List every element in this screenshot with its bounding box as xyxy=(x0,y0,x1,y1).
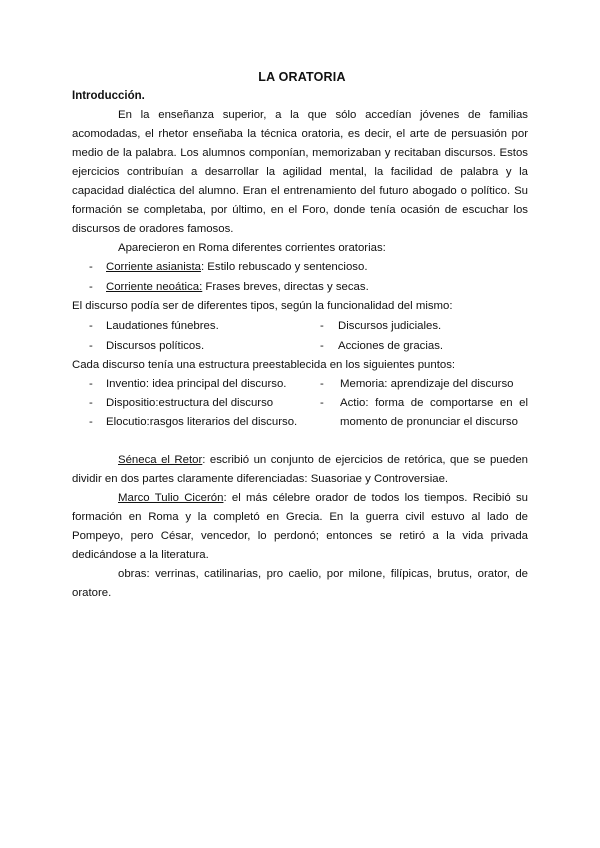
currents-intro: Aparecieron en Roma diferentes corrientes oratorias: xyxy=(118,242,386,254)
type-label: Discursos políticos. xyxy=(106,340,205,352)
list-item xyxy=(72,278,528,298)
author-text: : el más célebre orador de todos los tiempos. Recibió su formación en Roma y la completó en Grecia. En la guerra civil estuvo al lado de Pompeyo, pero César, vencedor, lo perdonó; entonces se retiró a la vida privada dedicándose a la literatura. xyxy=(72,492,528,561)
list-item xyxy=(72,336,318,356)
currents-list xyxy=(72,258,528,297)
type-label: Acciones de gracias. xyxy=(338,340,444,352)
list-item xyxy=(72,316,318,336)
bullet-dash: - xyxy=(89,397,93,409)
part-label: Elocutio:rasgos literarios del discurso. xyxy=(106,416,298,428)
bullet-dash: - xyxy=(320,378,324,390)
seneca-paragraph xyxy=(72,451,528,489)
part-label: Memoria: aprendizaje del discurso xyxy=(340,378,514,390)
bullet-dash: - xyxy=(89,320,93,332)
structure-list xyxy=(72,375,528,432)
intro-paragraph: En la enseñanza superior, a la que sólo accedían jóvenes de familias acomodadas, el rhetor enseñaba la técnica oratoria, es decir, el arte de persuasión por medio de la palabra. Los alumnos componían, memorizaban y recitaban discursos. Estos ejercicios contribuían a desarrollar la agilidad mental, la facilidad de palabra y la capacidad dialéctica del alumno. Eran el entrenamiento del futuro abogado o político. Su formación se completaba, por último, en el Foro, donde tenía ocasión de escuchar los discursos de oradores famosos. xyxy=(72,109,528,235)
current-name: Corriente neoática: xyxy=(106,280,203,293)
author-name: Marco Tulio Cicerón xyxy=(118,492,224,504)
types-list xyxy=(72,316,528,356)
bullet-dash: - xyxy=(89,340,93,352)
bullet-dash: - xyxy=(320,340,324,352)
type-label: Discursos judiciales. xyxy=(338,320,442,332)
list-item xyxy=(72,413,304,432)
bullet-dash: - xyxy=(89,416,93,428)
author-name: Séneca el Retor xyxy=(118,454,203,466)
spacer xyxy=(72,432,528,451)
list-item xyxy=(72,375,304,394)
bullet-dash: - xyxy=(320,397,324,409)
current-desc: Frases breves, directas y secas. xyxy=(202,280,369,293)
type-label: Laudationes fúnebres. xyxy=(106,320,219,332)
types-intro: El discurso podía ser de diferentes tipos, según la funcionalidad del mismo: xyxy=(72,300,453,312)
structure-intro: Cada discurso tenía una estructura preestablecida en los siguientes puntos: xyxy=(72,359,456,371)
bullet-dash: - xyxy=(320,320,324,332)
bullet-dash: - xyxy=(89,378,93,390)
list-item xyxy=(304,375,528,394)
list-item xyxy=(318,336,528,356)
ciceron-paragraph xyxy=(72,489,528,565)
part-label: Inventio: idea principal del discurso. xyxy=(106,378,287,390)
list-item xyxy=(318,316,528,336)
page-title: LA ORATORIA xyxy=(258,70,346,84)
list-item xyxy=(304,394,528,432)
works-line: obras: verrinas, catilinarias, pro caelio, por milone, filípicas, brutus, orator, de oratore. xyxy=(72,568,528,599)
bullet-dash: - xyxy=(89,280,93,293)
list-item xyxy=(72,394,304,413)
bullet-dash: - xyxy=(89,261,93,273)
author-text: : escribió un conjunto de ejercicios de retórica, que se pueden dividir en dos partes claramente diferenciadas: Suasoriae y Controversiae. xyxy=(72,454,528,485)
list-item xyxy=(72,258,528,278)
part-label: Dispositio:estructura del discurso xyxy=(106,397,274,409)
intro-heading: Introducción. xyxy=(72,90,145,102)
current-sep: : xyxy=(200,261,205,273)
current-desc: Estilo rebuscado y sentencioso. xyxy=(204,261,368,273)
part-label: Actio: forma de comportarse en el momento de pronunciar el discurso xyxy=(340,397,528,428)
current-name: Corriente asianista xyxy=(106,261,201,273)
document-page xyxy=(72,70,528,603)
